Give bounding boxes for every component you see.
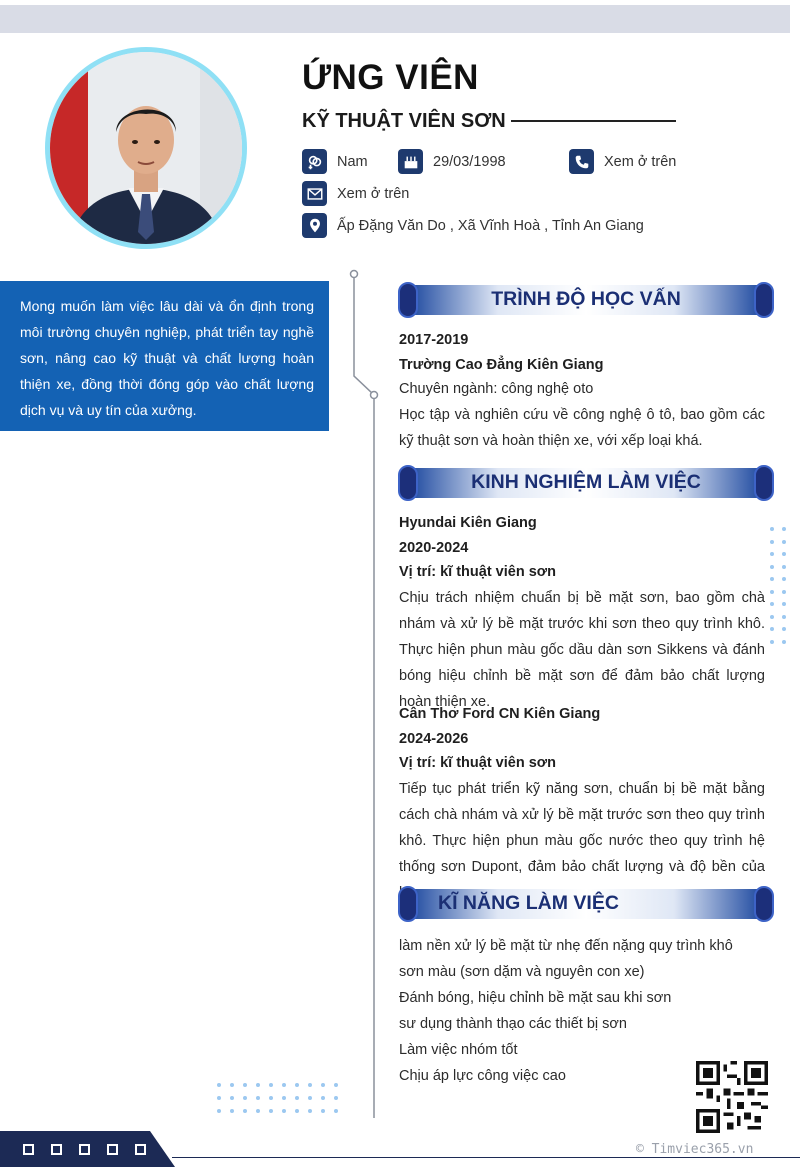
decorative-dot — [217, 1083, 221, 1087]
skill-item: Đánh bóng, hiệu chỉnh bề mặt sau khi sơn — [399, 990, 672, 1006]
decorative-dot — [770, 540, 774, 544]
footer-square — [107, 1144, 118, 1155]
decorative-dot — [256, 1083, 260, 1087]
experience-job-1 — [399, 511, 765, 715]
phone-text: Xem ở trên — [604, 153, 677, 170]
decorative-dot — [770, 527, 774, 531]
decorative-dot — [321, 1096, 325, 1100]
decorative-dot — [230, 1083, 234, 1087]
experience-heading-text: KINH NGHIỆM LÀM VIỆC — [471, 471, 701, 493]
decorative-dot — [770, 602, 774, 606]
email-text: Xem ở trên — [337, 185, 410, 202]
decorative-dot — [334, 1083, 338, 1087]
qr-code — [696, 1061, 768, 1133]
decorative-dot — [256, 1109, 260, 1113]
decorative-dot — [243, 1096, 247, 1100]
job-description: Chịu trách nhiệm chuẩn bị bề mặt sơn, bao gồm chà nhám và xử lý bề mặt trước khi sơn theo quy trình khô. Thực hiện phun màu gốc dầu dàn sơn Sikkens và đánh bóng hiệu chỉnh bề mặt sơn để đảm bảo chất lượng hoàn thiện xe. — [399, 589, 765, 710]
decorative-dot — [782, 527, 786, 531]
decorative-dot — [782, 627, 786, 631]
skill-item: làm nền xử lý bề mặt từ nhẹ đến nặng quy trình khô — [399, 938, 733, 954]
decorative-dot — [217, 1096, 221, 1100]
education-period: 2017-2019 — [399, 332, 469, 348]
education-major: Chuyên ngành: công nghệ oto — [399, 381, 594, 397]
decorative-dot — [770, 615, 774, 619]
address-text: Ấp Đặng Văn Do , Xã Vĩnh Hoà , Tỉnh An Giang — [337, 217, 644, 234]
skills-heading-text: KĨ NĂNG LÀM VIỆC — [438, 892, 619, 914]
decorative-dot — [321, 1109, 325, 1113]
experience-job-2 — [399, 702, 765, 906]
decorative-dot — [321, 1083, 325, 1087]
decorative-dot — [308, 1109, 312, 1113]
decorative-dot — [782, 615, 786, 619]
job-company: Hyundai Kiên Giang — [399, 515, 537, 531]
decorative-dot — [243, 1109, 247, 1113]
decorative-dot — [295, 1083, 299, 1087]
decorative-dot — [770, 590, 774, 594]
watermark: © Timviec365.vn — [636, 1142, 754, 1157]
education-description: Học tập và nghiên cứu về công nghệ ô tô, bao gồm các kỹ thuật sơn và hoàn thiện xe, với xếp loại khá. — [399, 406, 765, 449]
skills-heading — [398, 886, 774, 922]
decorative-dot — [282, 1083, 286, 1087]
decorative-dot — [269, 1109, 273, 1113]
gender-text: Nam — [337, 153, 368, 170]
decorative-dot — [334, 1096, 338, 1100]
decorative-dot — [217, 1109, 221, 1113]
experience-heading — [398, 465, 774, 501]
decorative-dot — [770, 577, 774, 581]
education-heading-text: TRÌNH ĐỘ HỌC VẤN — [491, 288, 681, 310]
decorative-dot — [230, 1096, 234, 1100]
education-block — [399, 328, 765, 454]
job-position: Vị trí: kĩ thuật viên sơn — [399, 755, 556, 771]
decorative-dot — [230, 1109, 234, 1113]
decorative-dot — [782, 552, 786, 556]
job-period: 2020-2024 — [399, 539, 469, 556]
decorative-dot — [782, 602, 786, 606]
decorative-dot — [295, 1109, 299, 1113]
decorative-dot — [782, 577, 786, 581]
job-title: KỸ THUẬT VIÊN SƠN — [302, 110, 506, 132]
decorative-dot — [269, 1083, 273, 1087]
candidate-name: ỨNG VIÊN — [302, 58, 479, 97]
decorative-dot — [295, 1096, 299, 1100]
education-heading — [398, 282, 774, 318]
decorative-dot — [782, 540, 786, 544]
footer-line — [172, 1157, 800, 1158]
job-description: Tiếp tục phát triển kỹ năng sơn, chuẩn bị bề mặt bằng cách chà nhám và xử lý bề mặt trước sơn theo quy trình khô. Thực hiện phun màu gốc nước theo quy trình hệ thống sơn Dupont, đảm bảo chất lượng và độ bền của — [399, 780, 765, 875]
education-school: Trường Cao Đẳng Kiên Giang — [399, 356, 604, 373]
footer-square — [23, 1144, 34, 1155]
decorative-dot — [782, 565, 786, 569]
decorative-dot — [243, 1083, 247, 1087]
footer-square — [135, 1144, 146, 1155]
job-company: Cân Thơ Ford CN Kiên Giang — [399, 706, 601, 722]
decorative-dot — [256, 1096, 260, 1100]
decorative-dot — [770, 565, 774, 569]
decorative-dot — [334, 1109, 338, 1113]
decorative-dot — [269, 1096, 273, 1100]
decorative-dot — [770, 552, 774, 556]
decorative-dot — [770, 627, 774, 631]
footer-square — [79, 1144, 90, 1155]
decorative-dot — [282, 1109, 286, 1113]
career-objective: Mong muốn làm việc lâu dài và ổn định trong môi trường chuyên nghiệp, phát triển tay nghề sơn, nâng cao kỹ thuật và chất lượng hoàn thiện xe, đồng thời đóng góp vào chất lượng dịch vụ và uy tín của xưởng. — [0, 281, 329, 431]
skill-item: sư dụng thành thạo các thiết bị sơn — [399, 1016, 627, 1032]
skill-item: sơn màu (sơn dặm và nguyên con xe) — [399, 964, 645, 980]
skill-item: Chịu áp lực công việc cao — [399, 1068, 566, 1084]
job-period: 2024-2026 — [399, 730, 469, 747]
birthdate-text: 29/03/1998 — [433, 153, 506, 170]
decorative-dot — [282, 1096, 286, 1100]
decorative-dot — [308, 1083, 312, 1087]
decorative-dot — [782, 640, 786, 644]
decorative-dot — [770, 640, 774, 644]
job-position: Vị trí: kĩ thuật viên sơn — [399, 564, 556, 580]
decorative-dot — [308, 1096, 312, 1100]
decorative-dot — [782, 590, 786, 594]
footer-square — [51, 1144, 62, 1155]
skill-item: Làm việc nhóm tốt — [399, 1042, 518, 1058]
